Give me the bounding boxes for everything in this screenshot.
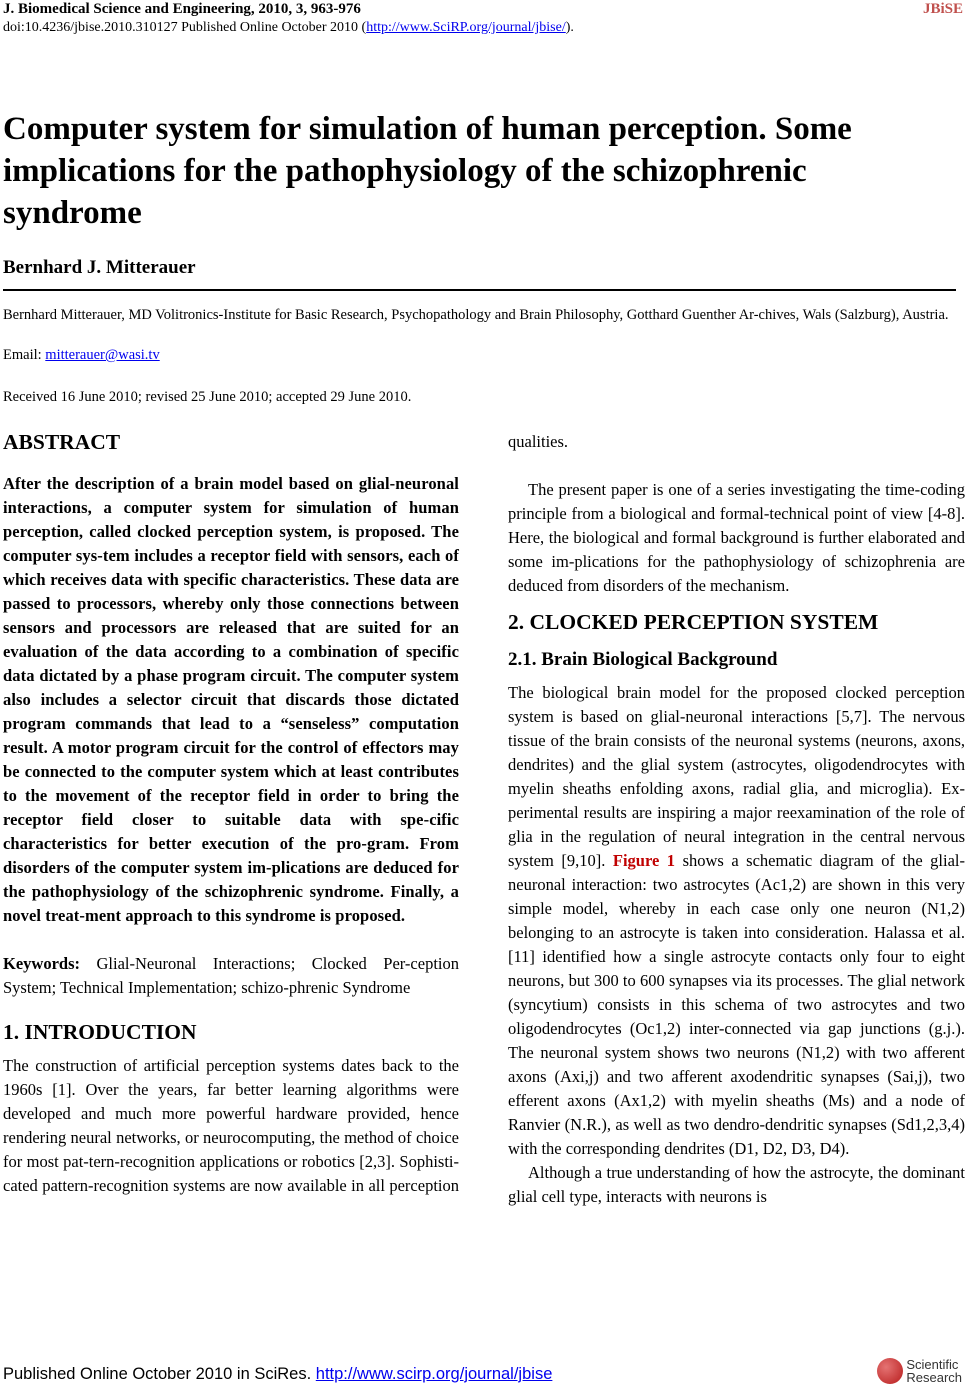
journal-abbreviation: JBiSE xyxy=(922,1,963,17)
received-dates: Received 16 June 2010; revised 25 June 2010; accepted 29 June 2010. xyxy=(3,389,412,405)
keywords-label: Keywords: xyxy=(3,954,80,973)
divider xyxy=(3,289,956,291)
figure-1-reference[interactable]: Figure 1 xyxy=(612,851,676,870)
author-name: Bernhard J. Mitterauer xyxy=(3,257,196,278)
left-column xyxy=(3,428,459,1198)
journal-link[interactable]: http://www.SciRP.org/journal/jbise/ xyxy=(366,20,566,35)
abstract-text: After the description of a brain model based on glial-neuronal interactions, a computer system for simulation of human perception, called clocked perception system, is proposed. The computer sys-tem includes a receptor field with sensors, each of which receives data with specific characteristics. These data are passed to processors, whereby only those connections between sensors and processors are released that are suited for an evaluation of the data according to a combination of specific data dictated by a phase program circuit. The computer system also includes a selector circuit that discards those dictated program commands that lead to a “senseless” computation result. A motor program circuit for the control of effectors may be connected to the computer system which at least contributes to the movement of the receptor field in order to bring the receptor field closer to suitable data with spe-cific characteristics for better execution of the pro-gram. From disorders of the computer system im-plications are deduced for the pathophysiology of the schizophrenic syndrome. Finally, a novel treat-ment approach to this syndrome is proposed. xyxy=(3,474,459,925)
section-2-1-paragraph-2: Although a true understanding of how the astrocyte, the dominant glial cell type, interacts with neurons is xyxy=(508,1163,965,1206)
intro-paragraph-1-part-2: qualities. xyxy=(508,432,569,451)
publisher-logo xyxy=(877,1358,962,1384)
section-2-1-paragraph-1: The biological brain model for the proposed clocked perception system is based on glial-neuronal interactions [5,7]. The nervous tissue of the brain consists of the neuronal systems (neurons, axons, dendrites) and the glial system (astrocytes, oligodendrocytes with myelin sheaths enfolding axons, radial glia, and microglia). Ex-perimental results are inspiring a major reexamination of the role of glia in the regulation of neural integration in the central nervous system [9,10]. Figure 1 shows a schematic diagram of the glial-neuronal interaction: two astrocytes (Ac1,2) are shown in this very simple model, whereby in each case only one neuron (N1,2) belonging to an astrocyte is taken into consideration. Halassa et al. [11] identified how a single astrocyte contacts only four to eight neurons, but 300 to 600 synapses via its processes. The glial network (syncytium) consists in this schema of two astrocytes and two oligodendrocytes (Oc1,2) inter-connected via gap junctions (g.j.). The neuronal system shows two neurons (N1,2) with two afferent axons (Axi,j) and two afferent axodendritic synapses (Sai,j), two efferent axons (Ax1,2) with myelin sheaths (Ms) and a node of Ranvier (N.R.), as well as two dendro-dendritic synapses (Sd1,2,3,4) with the corresponding dendrites (D1, D2, D3, D4). xyxy=(508,683,965,1158)
email-line xyxy=(3,347,160,364)
doi-prefix: doi:10.4236/jbise.2010.310127 Published Online October 2010 ( xyxy=(3,20,367,35)
scirp-logo-icon xyxy=(877,1358,903,1384)
intro-paragraph-2: The present paper is one of a series investigating the time-coding principle from a biological and formal-technical point of view [4-8]. Here, the biological and formal background is further elaborated and some im-plications for the pathophysiology of schizophrenia are deduced from disorders of the mechanism. xyxy=(508,480,965,595)
footer-text: Published Online October 2010 in SciRes. xyxy=(3,1365,316,1383)
affiliation: Bernhard Mitterauer, MD Volitronics-Institute for Basic Research, Psychopathology and Brain Philosophy, Gotthard Guenther Ar-chives, Wals (Salzburg), Austria. xyxy=(3,307,949,323)
intro-paragraph-1-part-1: The construction of artificial perception systems dates back to the 1960s [1]. Over the years, far better learning algorithms were developed and much more powerful hardware provided, hence rendering neural networks, or neurocomputing, the method of choice for most pat-tern-recognition applications or robotics [2,3]. Sophisti-cated pattern-recognition systems are now available in all perception xyxy=(3,1056,459,1195)
logo-text: Scientific Research xyxy=(906,1357,962,1385)
journal-header: J. Biomedical Science and Engineering, 2010, 3, 963-976 xyxy=(3,1,361,17)
section-2-heading: 2. CLOCKED PERCEPTION SYSTEM xyxy=(508,610,879,634)
doi-suffix: ). xyxy=(565,20,574,35)
email-link[interactable]: mitterauer@wasi.tv xyxy=(45,347,160,363)
right-column xyxy=(508,430,965,1209)
abstract-heading: ABSTRACT xyxy=(3,430,121,454)
footer xyxy=(3,1365,552,1384)
paper-title: Computer system for simulation of human perception. Some implications for the pathophysiology of the schizophrenic syndrome xyxy=(3,111,852,231)
section-2-1-heading: 2.1. Brain Biological Background xyxy=(508,649,778,670)
doi-line xyxy=(3,20,574,36)
keywords-text: Glial-Neuronal Interactions; Clocked Per-ception System; Technical Implementation; schizo-phrenic Syndrome xyxy=(3,954,459,997)
footer-link[interactable]: http://www.scirp.org/journal/jbise xyxy=(315,1365,553,1383)
keywords xyxy=(3,952,459,1000)
intro-heading: 1. INTRODUCTION xyxy=(3,1020,197,1044)
email-label: Email: xyxy=(3,347,46,363)
